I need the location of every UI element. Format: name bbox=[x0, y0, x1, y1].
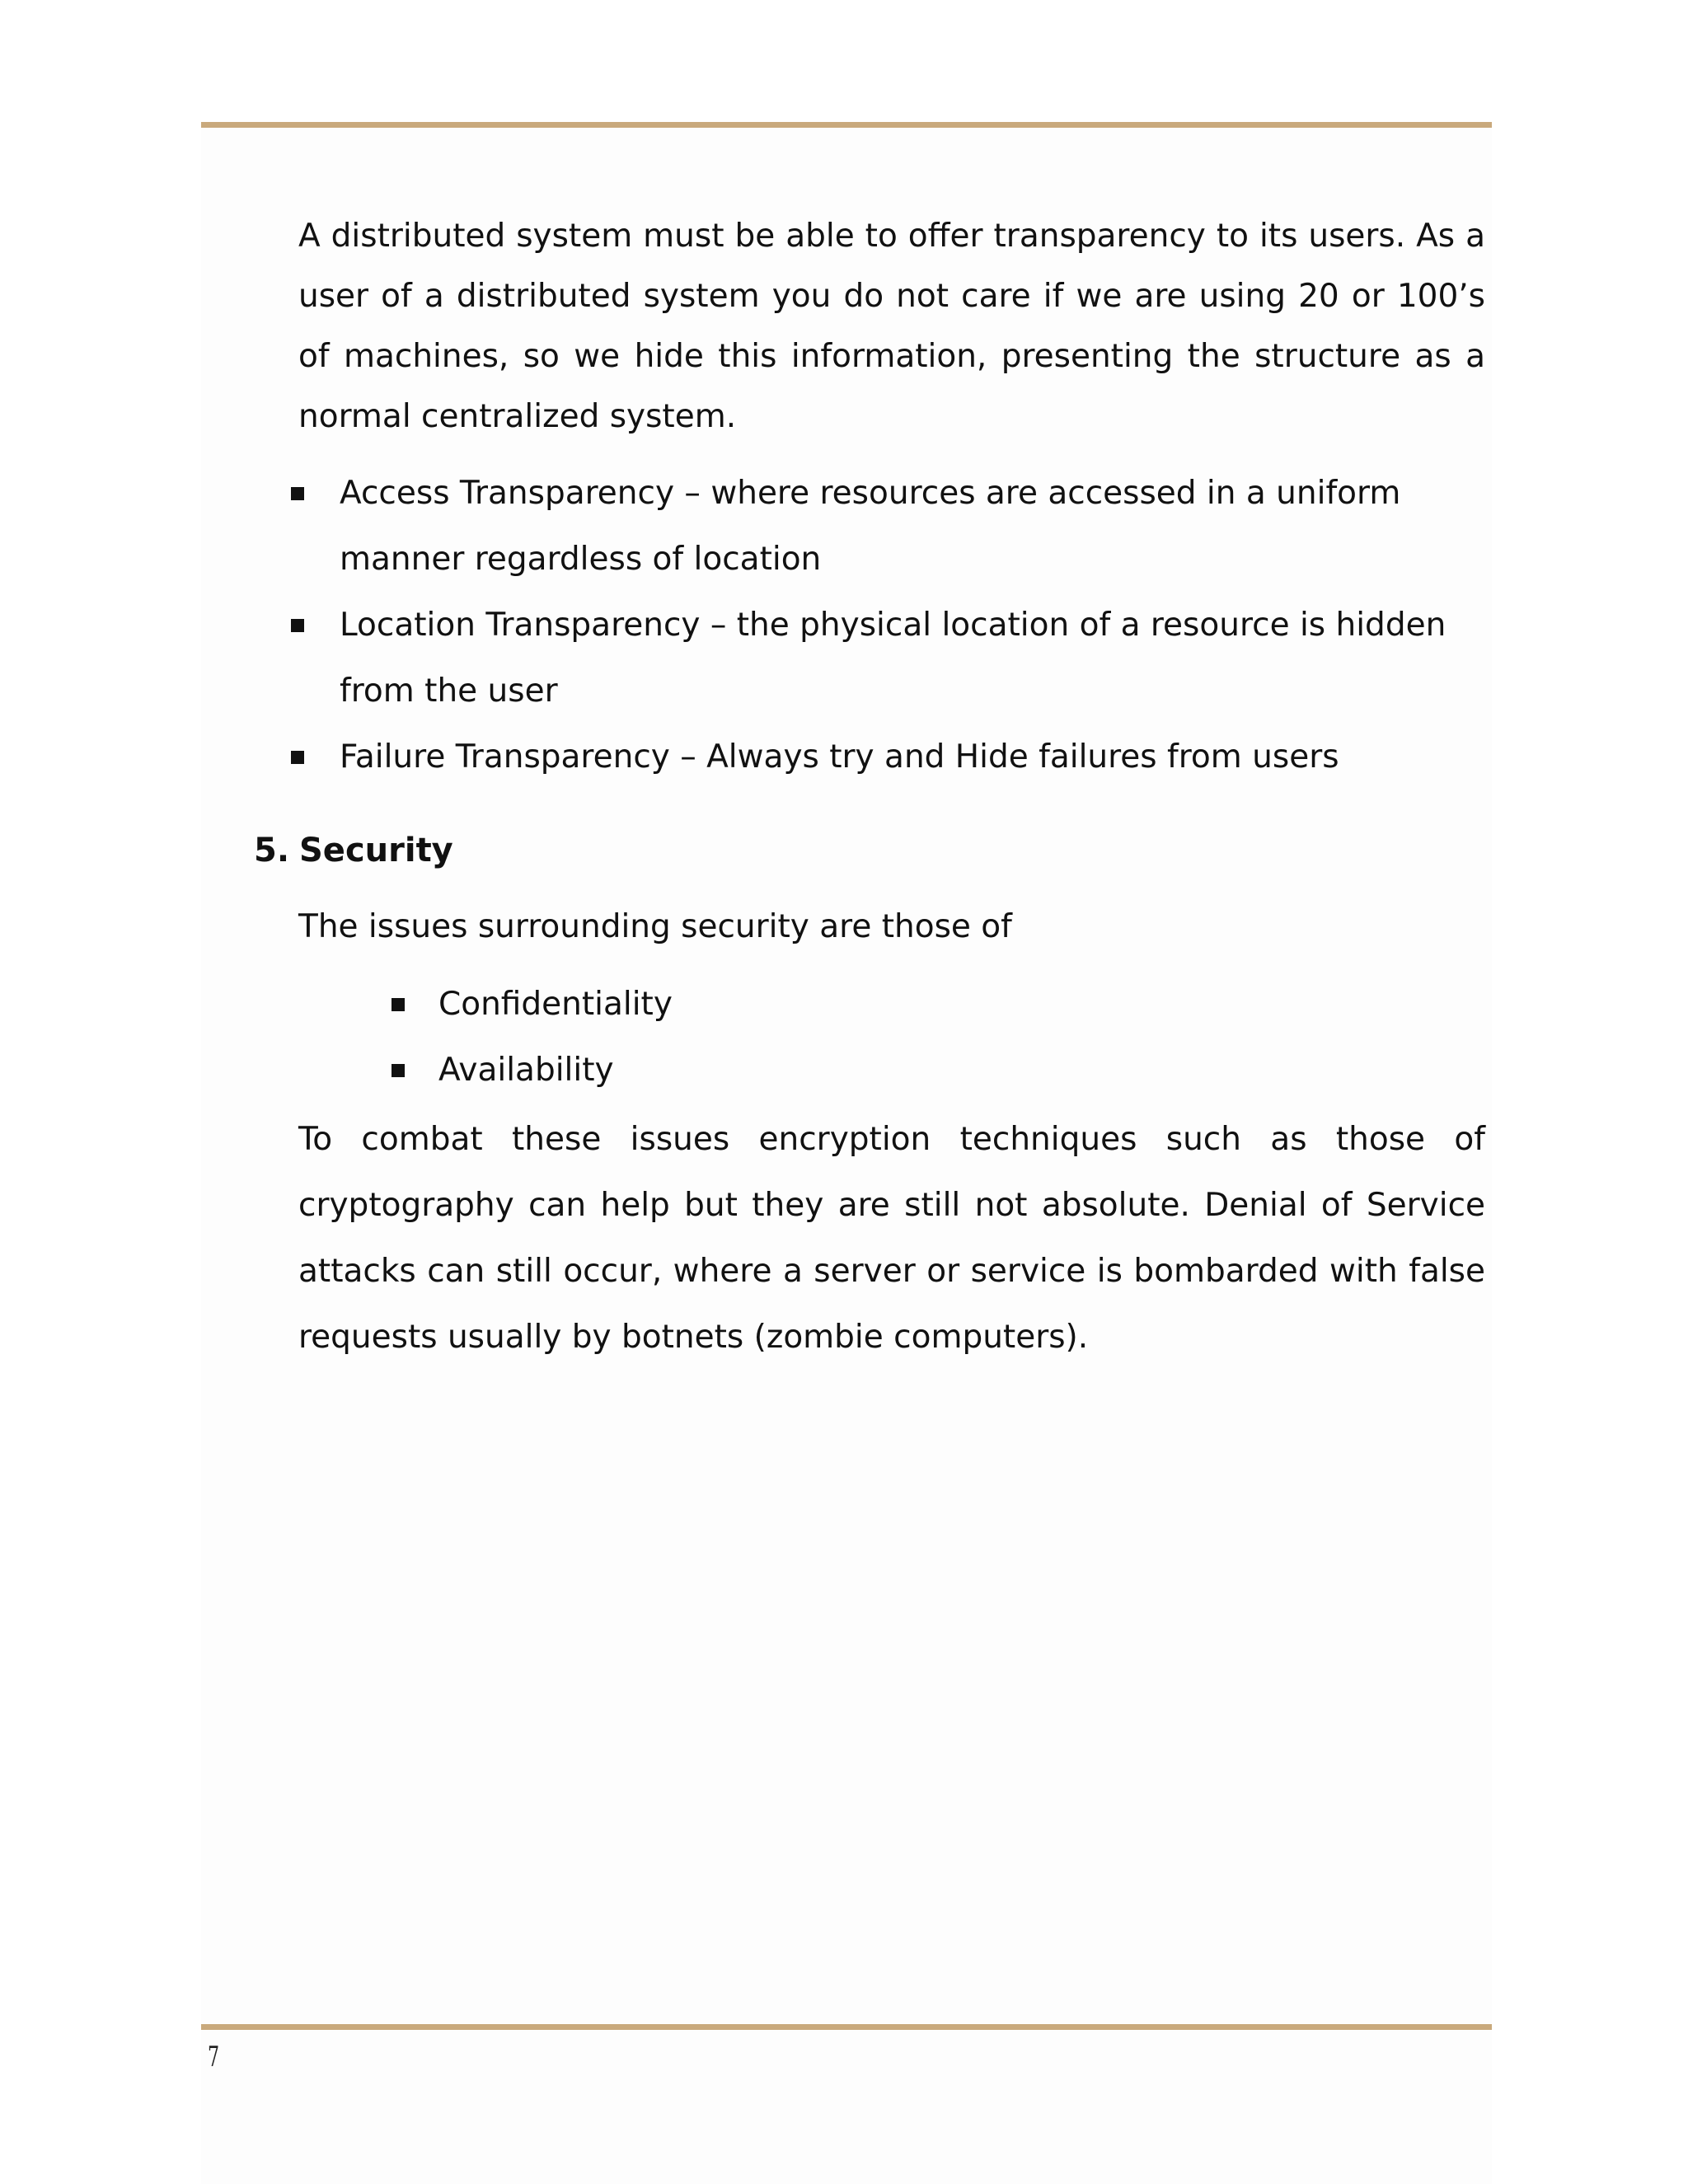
list-item bbox=[290, 593, 1485, 724]
security-issues-list bbox=[389, 972, 1048, 1104]
list-item-text: Availability bbox=[438, 1052, 614, 1089]
square-bullet-icon bbox=[392, 998, 405, 1011]
security-intro: The issues surrounding security are those of bbox=[298, 908, 1012, 945]
list-item-text: Confidentiality bbox=[438, 986, 673, 1023]
square-bullet-icon bbox=[291, 487, 304, 500]
list-item-text: Access Transparency – where resources are accessed in a uniform manner regardless of location bbox=[340, 475, 1401, 578]
section-title: Security bbox=[299, 832, 453, 869]
list-item bbox=[290, 461, 1485, 593]
section-heading bbox=[254, 824, 453, 877]
list-item-text: Failure Transparency – Always try and Hide failures from users bbox=[340, 738, 1339, 776]
square-bullet-icon bbox=[392, 1064, 405, 1077]
square-bullet-icon bbox=[291, 619, 304, 632]
section-number: 5. bbox=[254, 832, 290, 869]
square-bullet-icon bbox=[291, 751, 304, 764]
list-item bbox=[389, 1038, 1048, 1104]
list-item bbox=[389, 972, 1048, 1038]
page-number: 7 bbox=[208, 2041, 220, 2074]
security-paragraph: To combat these issues encryption techniques such as those of cryptography can help but they are still not absolute. Denial of Service attacks can still occur, where a server or service is bombarded with false requests usually by botnets (zombie computers). bbox=[298, 1121, 1485, 1356]
transparency-list bbox=[290, 461, 1485, 790]
header-rule bbox=[201, 122, 1492, 128]
list-item bbox=[290, 724, 1485, 790]
transparency-paragraph: A distributed system must be able to offer transparency to its users. As a user of a distributed system you do not care if we are using 20 or 100’s of machines, so we hide this information, presenting the structure as a normal centralized system. bbox=[298, 218, 1485, 435]
list-item-text: Location Transparency – the physical location of a resource is hidden from the user bbox=[340, 607, 1447, 710]
footer-rule bbox=[201, 2024, 1492, 2030]
